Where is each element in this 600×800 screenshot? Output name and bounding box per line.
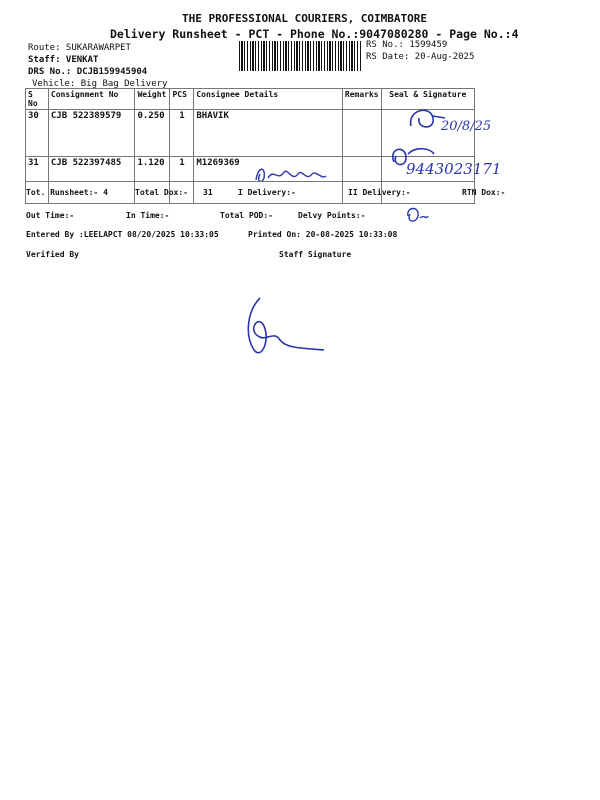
in-time: In Time:- [126,211,170,220]
handwritten-signature-row1 [405,96,495,141]
ii-delivery: II Delivery:- [348,188,411,197]
handwritten-scribble [252,160,332,188]
staff-signature-scribble [240,290,330,360]
weight-cell: 0.250 [135,110,170,157]
handwritten-date: 20/8/25 [441,119,492,134]
route-label: Route: SUKARAWARPET [28,43,131,53]
column-header: PCS [170,89,194,110]
column-header: Consignee Details [194,89,343,110]
entered-by: Entered By :LEELAPCT 08/20/2025 10:33:05 [26,230,219,239]
divider [25,181,475,182]
weight-cell: 1.120 [135,157,170,204]
consignee-cell: BHAVIK [194,110,343,157]
sno-cell: 31 [26,157,49,204]
handwritten-signature-row2 [386,140,536,190]
consignment-cell: CJB 522389579 [48,110,135,157]
column-header: Remarks [342,89,381,110]
drs-number: DRS No.: DCJB159945904 [28,67,148,77]
column-header: S No [26,89,49,110]
company-name: THE PROFESSIONAL COURIERS, COIMBATORE [182,12,428,25]
sno-cell: 30 [26,110,49,157]
total-pod: Total POD:- [220,211,273,220]
column-header: Consignment No [48,89,135,110]
consignment-cell: CJB 522397485 [48,157,135,204]
i-delivery: I Delivery:- [238,188,296,197]
column-header: Weight [135,89,170,110]
column-header: Seal & Signature [381,89,474,110]
tot-runsheet: Tot. Runsheet:- 4 [26,188,108,197]
remarks-cell [342,110,381,157]
delvy-points: Delvy Points:- [298,211,366,220]
vehicle-label: Vehicle: Big Bag Delivery [32,79,168,89]
rs-number: RS No.: 1599459 [366,40,448,50]
handwritten-mark [402,204,432,228]
out-time: Out Time:- [26,211,75,220]
printed-on: Printed On: 20-08-2025 10:33:08 [248,230,398,239]
pcs-cell: 1 [170,157,194,204]
staff-label: Staff: VENKAT [28,55,99,65]
rs-date: RS Date: 20-Aug-2025 [366,52,475,62]
consignee-cell: M1269369 [194,157,343,204]
total-dox-value: 31 [203,188,213,197]
pcs-cell: 1 [170,110,194,157]
barcode [239,41,362,71]
staff-signature-label: Staff Signature [279,250,352,259]
verified-by: Verified By [26,250,79,259]
runsheet-title: Delivery Runsheet - PCT - Phone No.:9047080280 - Page No.:4 [110,27,519,41]
total-dox-label: Total Dox:- [135,188,188,197]
handwritten-phone: 9443023171 [406,160,502,178]
rtn-dox: RTN Dox:- [462,188,506,197]
